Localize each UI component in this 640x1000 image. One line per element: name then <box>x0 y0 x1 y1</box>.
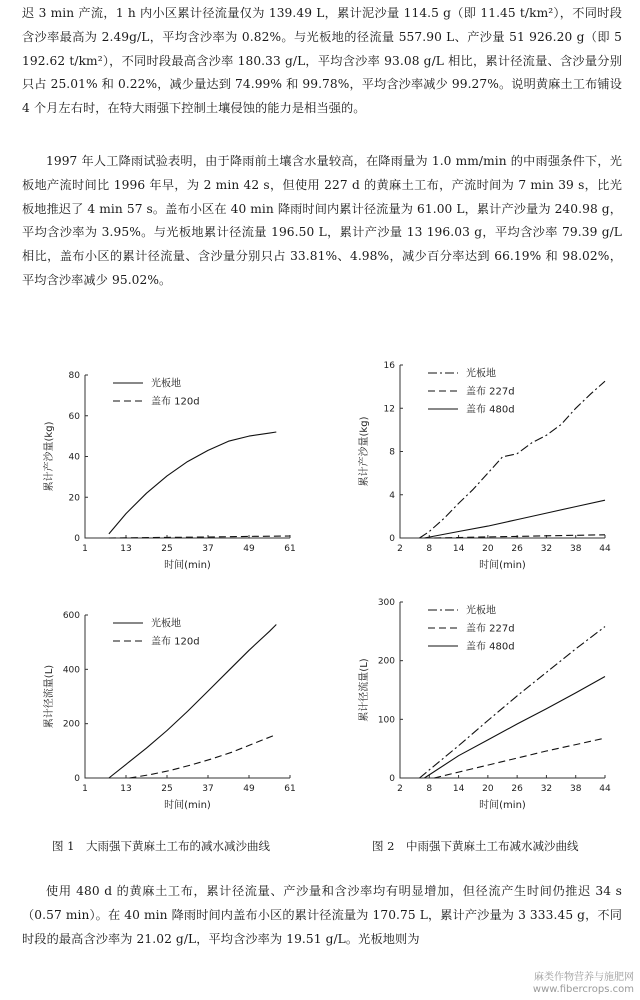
legend-label-1: 光板地 <box>151 618 181 630</box>
legend-label-3: 盖布 480d <box>466 404 515 416</box>
x-tick-label: 14 <box>452 544 465 554</box>
legend-label-2: 盖布 120d <box>151 636 200 648</box>
legend-label-1: 光板地 <box>466 368 496 380</box>
fig2-sediment-chart <box>345 355 625 580</box>
x-tick-label: 61 <box>284 784 296 794</box>
paragraph-3: 使用 480 d 的黄麻土工布，累计径流量、产沙量和含沙率均有明显增加，但径流产生时间仍推迟 34 s（0.57 min）。在 40 min 降雨时间内盖布小区的累计径流量为 170.75 L，累计产沙量为 3 333.45 g，不同时段的最高含沙率为 21.02 g/L，平均含沙率为 19.51 g/L。光板地则为 <box>22 884 622 946</box>
legend-label-1: 光板地 <box>466 605 496 617</box>
y-tick-label: 200 <box>377 656 395 667</box>
x-tick-label: 44 <box>599 784 611 794</box>
y-axis-label: 累计产沙量(kg) <box>359 416 370 487</box>
x-tick-label: 2 <box>397 544 403 554</box>
fig2-runoff-chart <box>345 592 625 820</box>
series-line-3 <box>424 677 605 779</box>
figure-2-caption: 图 2 中雨强下黄麻土工布减水减沙曲线 <box>372 839 579 853</box>
x-axis-label: 时间(min) <box>479 560 526 571</box>
series-line-3 <box>424 500 605 538</box>
watermark-line-1: 麻类作物营养与施肥网 <box>534 972 634 983</box>
watermark-line-2: www.fibercrops.com <box>532 984 634 995</box>
x-tick-label: 14 <box>452 784 465 794</box>
x-tick-label: 38 <box>569 784 582 794</box>
x-tick-label: 26 <box>511 784 523 794</box>
y-tick-label: 0 <box>74 534 80 544</box>
paragraph-1: 迟 3 min 产流，1 h 内小区累计径流量仅为 139.49 L，累计泥沙量 114.5 g（即 11.45 t/km²），不同时段含沙率最高为 2.49g/L，平均含沙率为 0.82%。与光板地的径流量 557.90 L、产沙量 51 926.20 g（即 5 192.62 t/km²），不同时段最高含沙率 180.33 g/L，平均含沙率 93.08 g/L 相比，累计径流量、含沙量分别只占 25.01% 和 0.22%，减少量达到 74.99% 和 99.78%，平均含沙率减少 99.27%。说明黄麻土工布铺设 4 个月左右时，在特大雨强下控制土壤侵蚀的能力是相当强的。 <box>22 6 622 116</box>
x-tick-label: 8 <box>426 784 433 794</box>
legend-label-3: 盖布 480d <box>466 641 515 653</box>
x-tick-label: 49 <box>243 544 255 554</box>
figure-1-caption: 图 1 大雨强下黄麻土工布的减水减沙曲线 <box>52 839 270 853</box>
x-tick-label: 1 <box>82 544 88 554</box>
x-axis-label: 时间(min) <box>164 560 211 571</box>
series-line-2 <box>129 735 276 779</box>
x-tick-label: 1 <box>82 784 88 794</box>
y-tick-label: 80 <box>68 371 80 381</box>
x-axis-label: 时间(min) <box>479 800 526 811</box>
y-tick-label: 16 <box>383 361 395 371</box>
y-tick-label: 4 <box>389 490 395 501</box>
fig1-runoff-chart <box>30 605 310 820</box>
y-tick-label: 0 <box>74 774 80 784</box>
x-tick-label: 37 <box>202 784 214 794</box>
legend-label-2: 盖布 227d <box>466 386 515 398</box>
y-tick-label: 0 <box>389 534 395 544</box>
x-tick-label: 25 <box>161 784 173 794</box>
x-tick-label: 32 <box>540 544 553 554</box>
x-tick-label: 2 <box>397 784 403 794</box>
x-tick-label: 38 <box>569 544 582 554</box>
legend-label-2: 盖布 227d <box>466 623 515 635</box>
x-tick-label: 20 <box>482 784 494 794</box>
legend-label-1: 光板地 <box>151 378 181 390</box>
y-tick-label: 20 <box>68 493 80 504</box>
x-tick-label: 13 <box>120 784 132 794</box>
x-tick-label: 26 <box>511 544 523 554</box>
legend-label-2: 盖布 120d <box>151 396 200 408</box>
y-tick-label: 40 <box>68 452 80 463</box>
x-tick-label: 8 <box>426 544 433 554</box>
x-tick-label: 25 <box>161 544 173 554</box>
y-tick-label: 0 <box>389 774 395 784</box>
y-tick-label: 600 <box>62 611 80 621</box>
x-tick-label: 49 <box>243 784 255 794</box>
x-tick-label: 37 <box>202 544 214 554</box>
y-tick-label: 60 <box>68 411 80 422</box>
x-tick-label: 44 <box>599 544 611 554</box>
y-tick-label: 300 <box>377 598 395 608</box>
x-tick-label: 13 <box>120 544 132 554</box>
y-tick-label: 8 <box>389 447 395 458</box>
x-tick-label: 61 <box>284 544 296 554</box>
series-line-1 <box>109 432 276 534</box>
y-tick-label: 400 <box>62 665 80 676</box>
y-axis-label: 累计产沙量(kg) <box>44 421 55 492</box>
y-tick-label: 12 <box>383 404 395 415</box>
x-axis-label: 时间(min) <box>164 800 211 811</box>
y-axis-label: 累计径流量(L) <box>44 664 55 729</box>
y-tick-label: 200 <box>62 719 80 730</box>
y-tick-label: 100 <box>377 715 395 726</box>
fig1-sediment-chart <box>30 365 310 580</box>
x-tick-label: 20 <box>482 544 494 554</box>
paragraph-2: 1997 年人工降雨试验表明，由于降雨前土壤含水量较高，在降雨量为 1.0 mm/min 的中雨强条件下，光板地产流时间比 1996 年早，为 2 min 42 s，但使用 227 d 的黄麻土工布，产流时间为 7 min 39 s，比光板地推迟了 4 min 57 s。盖布小区在 40 min 降雨时间内累计径流量为 61.00 L，累计产沙量为 240.98 g，平均含沙率为 3.95%。与光板地累计径流量 196.50 L，累计产沙量 13 196.03 g，平均含沙率 79.39 g/L 相比，盖布小区的累计径流量、含沙量分别只占 33.81%、4.98%，减少百分率达到 66.19% 和 98.02%，平均含沙率减少 95.02%。 <box>22 154 622 287</box>
x-tick-label: 32 <box>540 784 553 794</box>
y-axis-label: 累计径流量(L) <box>359 658 370 722</box>
site-watermark <box>533 972 634 996</box>
series-line-1 <box>109 625 276 779</box>
